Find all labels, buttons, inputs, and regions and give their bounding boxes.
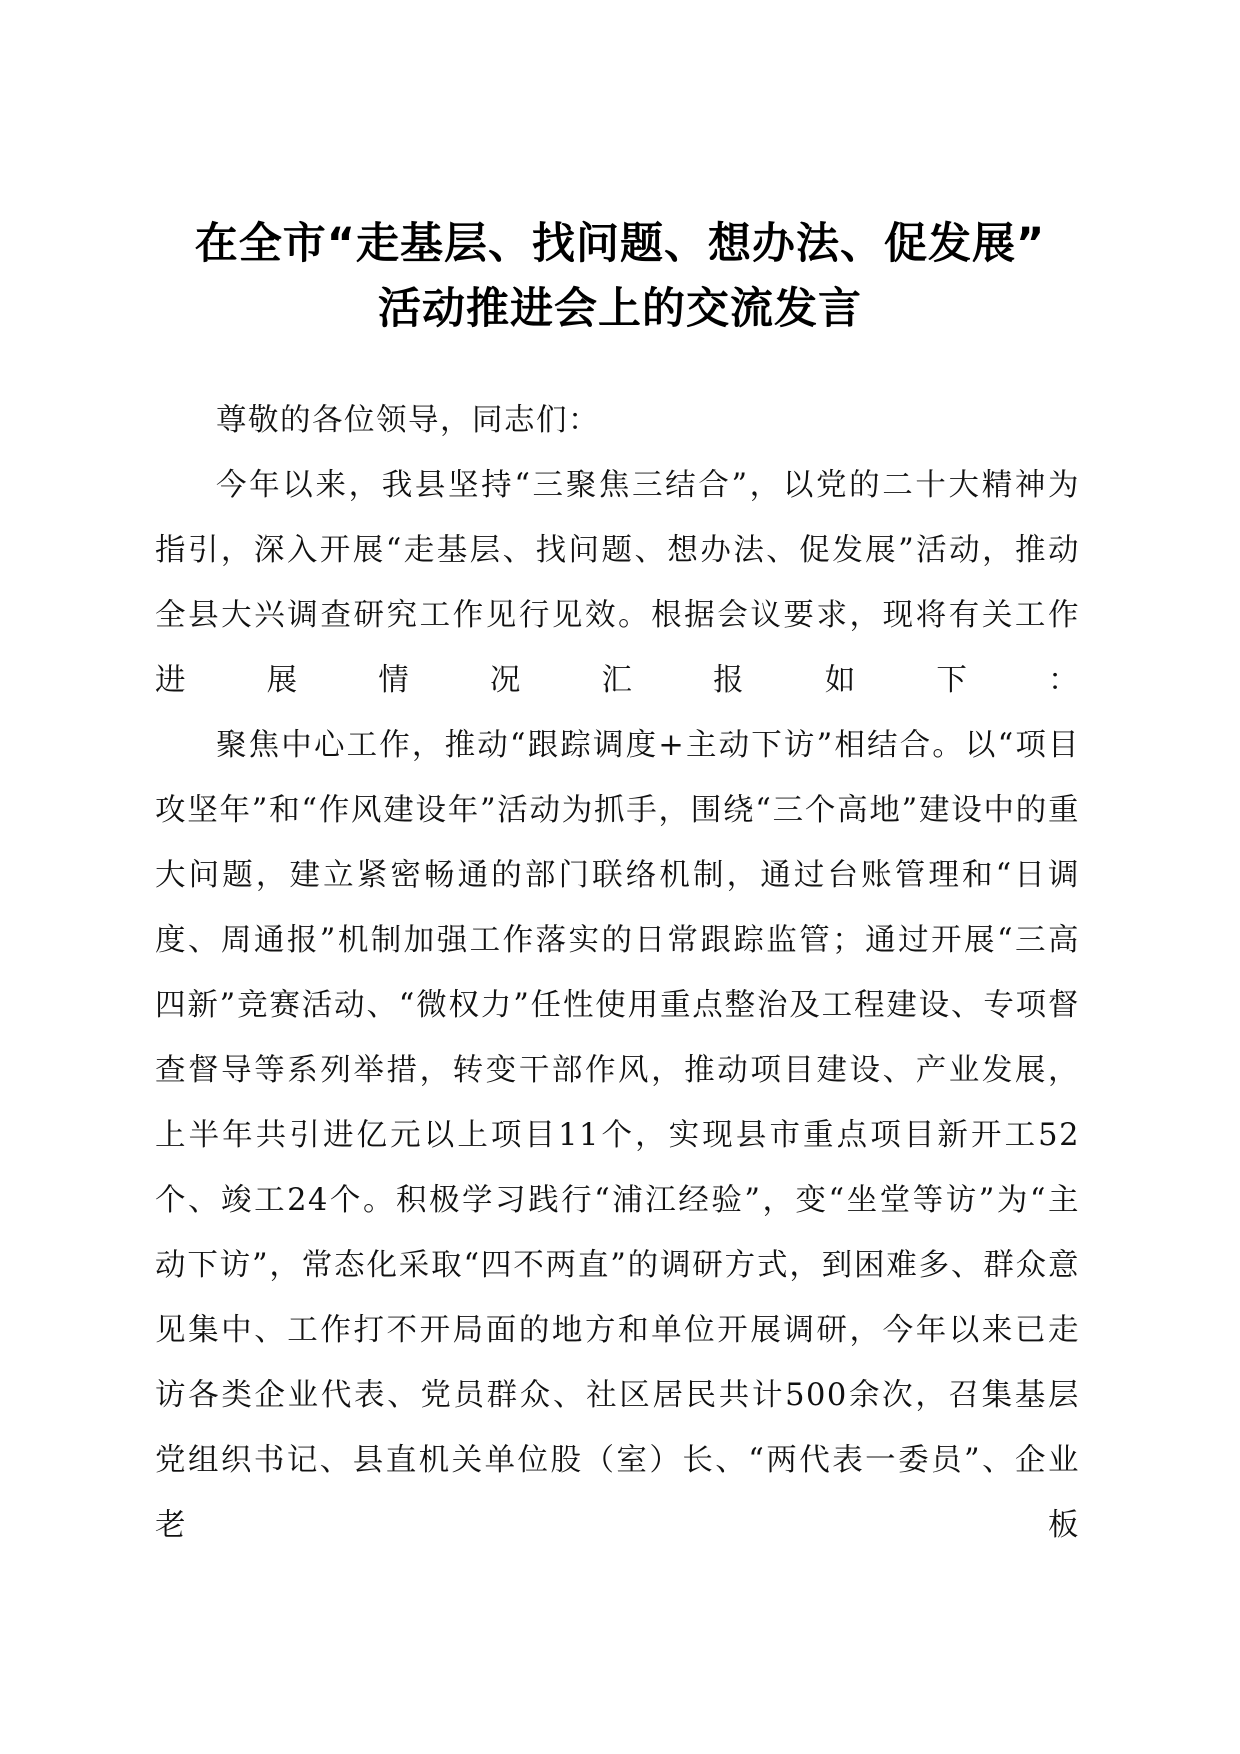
document-body (155, 388, 1080, 1558)
title-line-1: 在全市“走基层、找问题、想办法、促发展” (194, 219, 1046, 269)
paragraph-focus-central-work: 聚焦中心工作，推动“跟踪调度+主动下访”相结合。以“项目攻坚年”和“作风建设年”活动为抓手，围绕“三个高地”建设中的重大问题，建立紧密畅通的部门联络机制，通过台账管理和“日调度、周通报”机制加强工作落实的日常跟踪监管；通过开展“三高四新”竞赛活动、“微权力”任性使用重点整治及工程建设、专项督查督导等系列举措，转变干部作风，推动项目建设、产业发展，上半年共引进亿元以上项目11个，实现县市重点项目新开工52个、竣工24个。积极学习践行“浦江经验”，变“坐堂等访”为“主动下访”，常态化采取“四不两直”的调研方式，到困难多、群众意见集中、工作打不开局面的地方和单位开展调研，今年以来已走访各类企业代表、党员群众、社区居民共计500余次，召集基层党组织书记、县直机关单位股（室）长、“两代表一委员”、企业老板 (155, 728, 1080, 1543)
paragraph-intro: 今年以来，我县坚持“三聚焦三结合”，以党的二十大精神为指引，深入开展“走基层、找问题、想办法、促发展”活动，推动全县大兴调查研究工作见行见效。根据会议要求，现将有关工作进展情况汇报如下： (155, 468, 1080, 698)
title-line-2: 活动推进会上的交流发言 (378, 284, 862, 334)
document-title (140, 212, 1100, 342)
salutation: 尊敬的各位领导，同志们： (216, 403, 600, 438)
